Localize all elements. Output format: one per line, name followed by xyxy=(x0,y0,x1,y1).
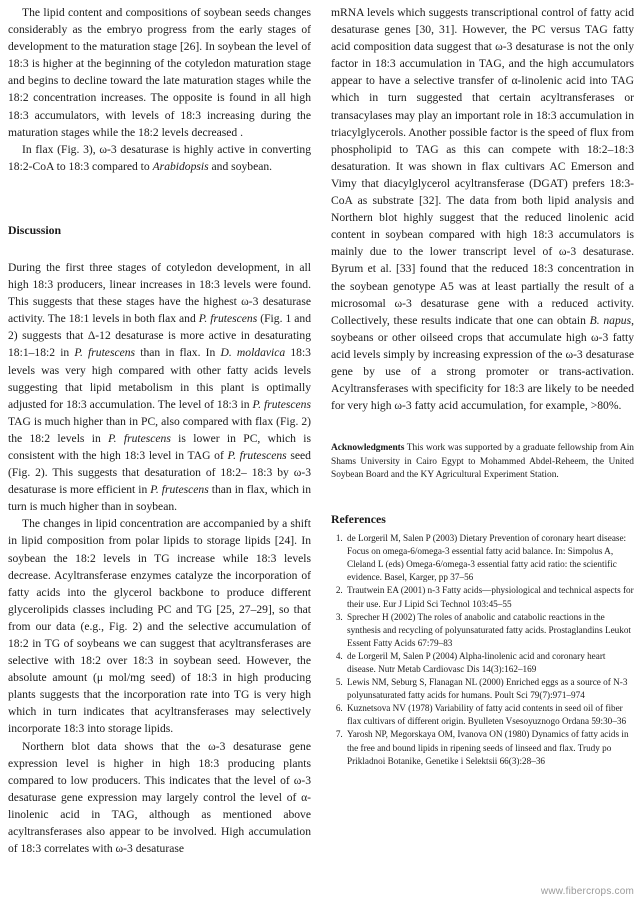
text-run: During the first three stages of cotyledon development, in all high 18:3 producers, linear increases in 18:3 levels were found. This suggests that these stages have the highest ω-3 desaturase activity. The 18:1 levels in both flax and xyxy=(8,260,311,326)
text-run: is lower in PC, which is consistent with the high 18:3 level in TAG of xyxy=(8,431,311,462)
species-name: P. frutescens xyxy=(227,448,287,462)
acknowledgments-text: This work was supported by a graduate fellowship from Ain Shams University in Cairo Egypt to Mohammed Abdel-Reheem, the United Soybean Board and the KY Agricultural Experiment Station. xyxy=(331,443,634,481)
paragraph-northern-blot: Northern blot data shows that the ω-3 desaturase gene expression level is higher in high 18:3 producing plants compared to low producers. This indicates that the level of ω-3 desaturase gene expression may largely control the level of α-linolenic acid in TAG, although as mentioned above acyltransferases also appear to be involved. High accumulation of 18:3 correlates with ω-3 desaturase xyxy=(8,739,311,856)
paragraph-cotyledon-development xyxy=(8,259,311,515)
text-run: In flax (Fig. 3), ω-3 desaturase is highly active in converting 18:2-CoA to 18:3 compared to xyxy=(8,142,311,173)
species-name: B. napus xyxy=(589,313,632,327)
references-heading: References xyxy=(331,512,386,527)
reference-item: 3. Sprecher H (2002) The roles of anabolic and catabolic reactions in the synthesis and recycling of polyunsaturated fatty acids. Prostaglandins Leukot Essent Fatty Acids 67:79–83 xyxy=(345,611,634,650)
text-run: TAG is much higher than in PC, also compared with flax (Fig. 2) the 18:2 levels in xyxy=(8,414,311,445)
text-run: mRNA levels which suggests transcriptional control of fatty acid desaturase genes [30, 31]. However, the PC versus TAG fatty acid composition data suggest that ω-3 desaturase is not the only factor in 18:3 accumulation in TAG, and the high accumulators appear to have a selective transfer of α-linolenic acid into TAG which in turn suggested that certain acyltransferases or transacylases may play an important role in 18:3 accumulation in triacylglycerols. Another possible factor is the speed of flux from phospholipid to TAG as this can compete with 18:2–18:3 desaturation. It was shown in flax cultivars AC Emerson and Vimy that diacylglycerol acyltransferase (DGAT) prefers 18:3-CoA as substrate [32]. The data from both lipid analysis and Northern blot highly suggest that the reduced linolenic acid content in soybean compared with high 18:3 accumulators is mainly due to the lower transcript level of ω-3 desaturase. Byrum et al. [33] found that the reduced 18:3 concentration in the soybean genotype A5 was at least partially the result of a microsomal ω-3 desaturase gene with a reduced activity. Collectively, these results indicate that one can obtain xyxy=(331,6,634,327)
species-name: P. frutescens xyxy=(252,397,311,411)
acknowledgments-label: Acknowledgments xyxy=(331,443,405,454)
left-column xyxy=(8,4,311,857)
text-run: than in flax. In xyxy=(135,346,221,360)
text-run: than in flax, which in turn is much higher than in soybean. xyxy=(8,483,311,514)
species-name: P. frutescens xyxy=(198,312,258,326)
discussion-heading: Discussion xyxy=(8,222,62,237)
reference-list xyxy=(331,532,634,768)
paragraph-mrna-levels xyxy=(331,4,634,414)
reference-item: 1. de Lorgeril M, Salen P (2003) Dietary Prevention of coronary heart disease: Focus on omega-6/omega-3 essential fatty acid balance. In: Simpolus A, Cleland L (eds) Omega-6/omega-3 essential fatty acid ratio: the scientific evidence. Basel, Karger, pp 37–56 xyxy=(345,532,634,584)
text-run: 18:3 levels was very high compared with other fatty acids levels suggesting that lipid metabolism in this plant is optimally adjusted for 18:3 accumulation. The level of 18:3 in xyxy=(8,346,311,411)
paragraph-flax-desaturase xyxy=(8,141,311,175)
reference-item: 6. Kuznetsova NV (1978) Variability of fatty acid contents in seed oil of fiber flax cultivars of different origin. Byulleten Vsesoyuznogo Ordana 59:30–36 xyxy=(345,702,634,728)
text-run: seed (Fig. 2). This suggests that desaturation of 18:2– 18:3 by ω-3 desaturase is more efficient in xyxy=(8,448,311,497)
reference-item: 2. Trautwein EA (2001) n-3 Fatty acids—physiological and technical aspects for their use. Eur J Lipid Sci Technol 103:45–55 xyxy=(345,584,634,610)
right-column xyxy=(331,4,634,768)
reference-item: 7. Yarosh NP, Megorskaya OM, Ivanova ON (1980) Dynamics of fatty acids in the free and bound lipids in ripening seeds of linseed and flax. Trudy po Prikladnoi Botanike, Genetike i Selektsii 66(3):28–36 xyxy=(345,728,634,767)
species-name: P. frutescens xyxy=(74,346,136,360)
text-run: (Fig. 1 and 2) suggests that Δ-12 desaturase is more active in desaturating 18:1–18:2 in xyxy=(8,312,311,360)
paragraph-lipid-content: The lipid content and compositions of soybean seeds changes considerably as the embryo progress from the early stages of development to the maturation stage [26]. In soybean the level of 18:3 is higher at the beginning of the cotyledon maturation stage and begins to decline toward the late maturation stages while the 18:2 concentration increases. The opposite is found in all high 18:3 accumulators, with levels of 18:3 increasing during the maturation stages while the 18:2 levels decreased . xyxy=(8,6,311,139)
text-run: and soybean. xyxy=(208,159,273,173)
acknowledgments xyxy=(331,442,634,483)
reference-item: 5. Lewis NM, Seburg S, Flanagan NL (2000) Enriched eggs as a source of N-3 polyunsaturated fatty acids for humans. Poult Sci 79(7):971–974 xyxy=(345,676,634,702)
species-name: D. moldavica xyxy=(220,346,286,360)
reference-item: 4. de Lorgeril M, Salen P (2004) Alpha-linolenic acid and coronary heart disease. Nutr Metab Cardiovasc Dis 14(3):162–169 xyxy=(345,650,634,676)
text-run: , soybeans or other oilseed crops that accumulate high ω-3 fatty acid levels simply by increasing expression of the ω-3 desaturase gene by use of a strong promoter or trans-activation. Acyltransferases with specificity for 18:3 are likely to be needed for very high ω-3 fatty acid accumulation, for example, >80%. xyxy=(331,313,634,413)
species-name: P. frutescens xyxy=(108,431,171,445)
species-name: Arabidopsis xyxy=(152,159,209,173)
species-name: P. frutescens xyxy=(150,483,209,497)
paragraph-lipid-concentration: The changes in lipid concentration are accompanied by a shift in lipid composition from polar lipids to storage lipids [24]. In soybean the 18:2 levels in TG increase while 18:3 levels decrease. Acyltransferase enzymes catalyze the incorporation of fatty acids into the glycerol backbone to produce different glycerolipids classes including PC and TG [25, 27–29], so that from our data (e.g., Fig. 2) and the selective accumulation of 18:2 in TG of soybeans we can suggest that acyltransferases are selective with 18:2 over 18:3 in soybean seed. However, the absolute amount (μ mol/mg seed) of 18:3 in high producing plants suggests that the incorporation rate into TG is very high which in turn indicates that acyltransferases may selectively incorporate 18:3 into storage lipids. xyxy=(8,517,311,736)
watermark: www.fibercrops.com xyxy=(540,886,634,897)
